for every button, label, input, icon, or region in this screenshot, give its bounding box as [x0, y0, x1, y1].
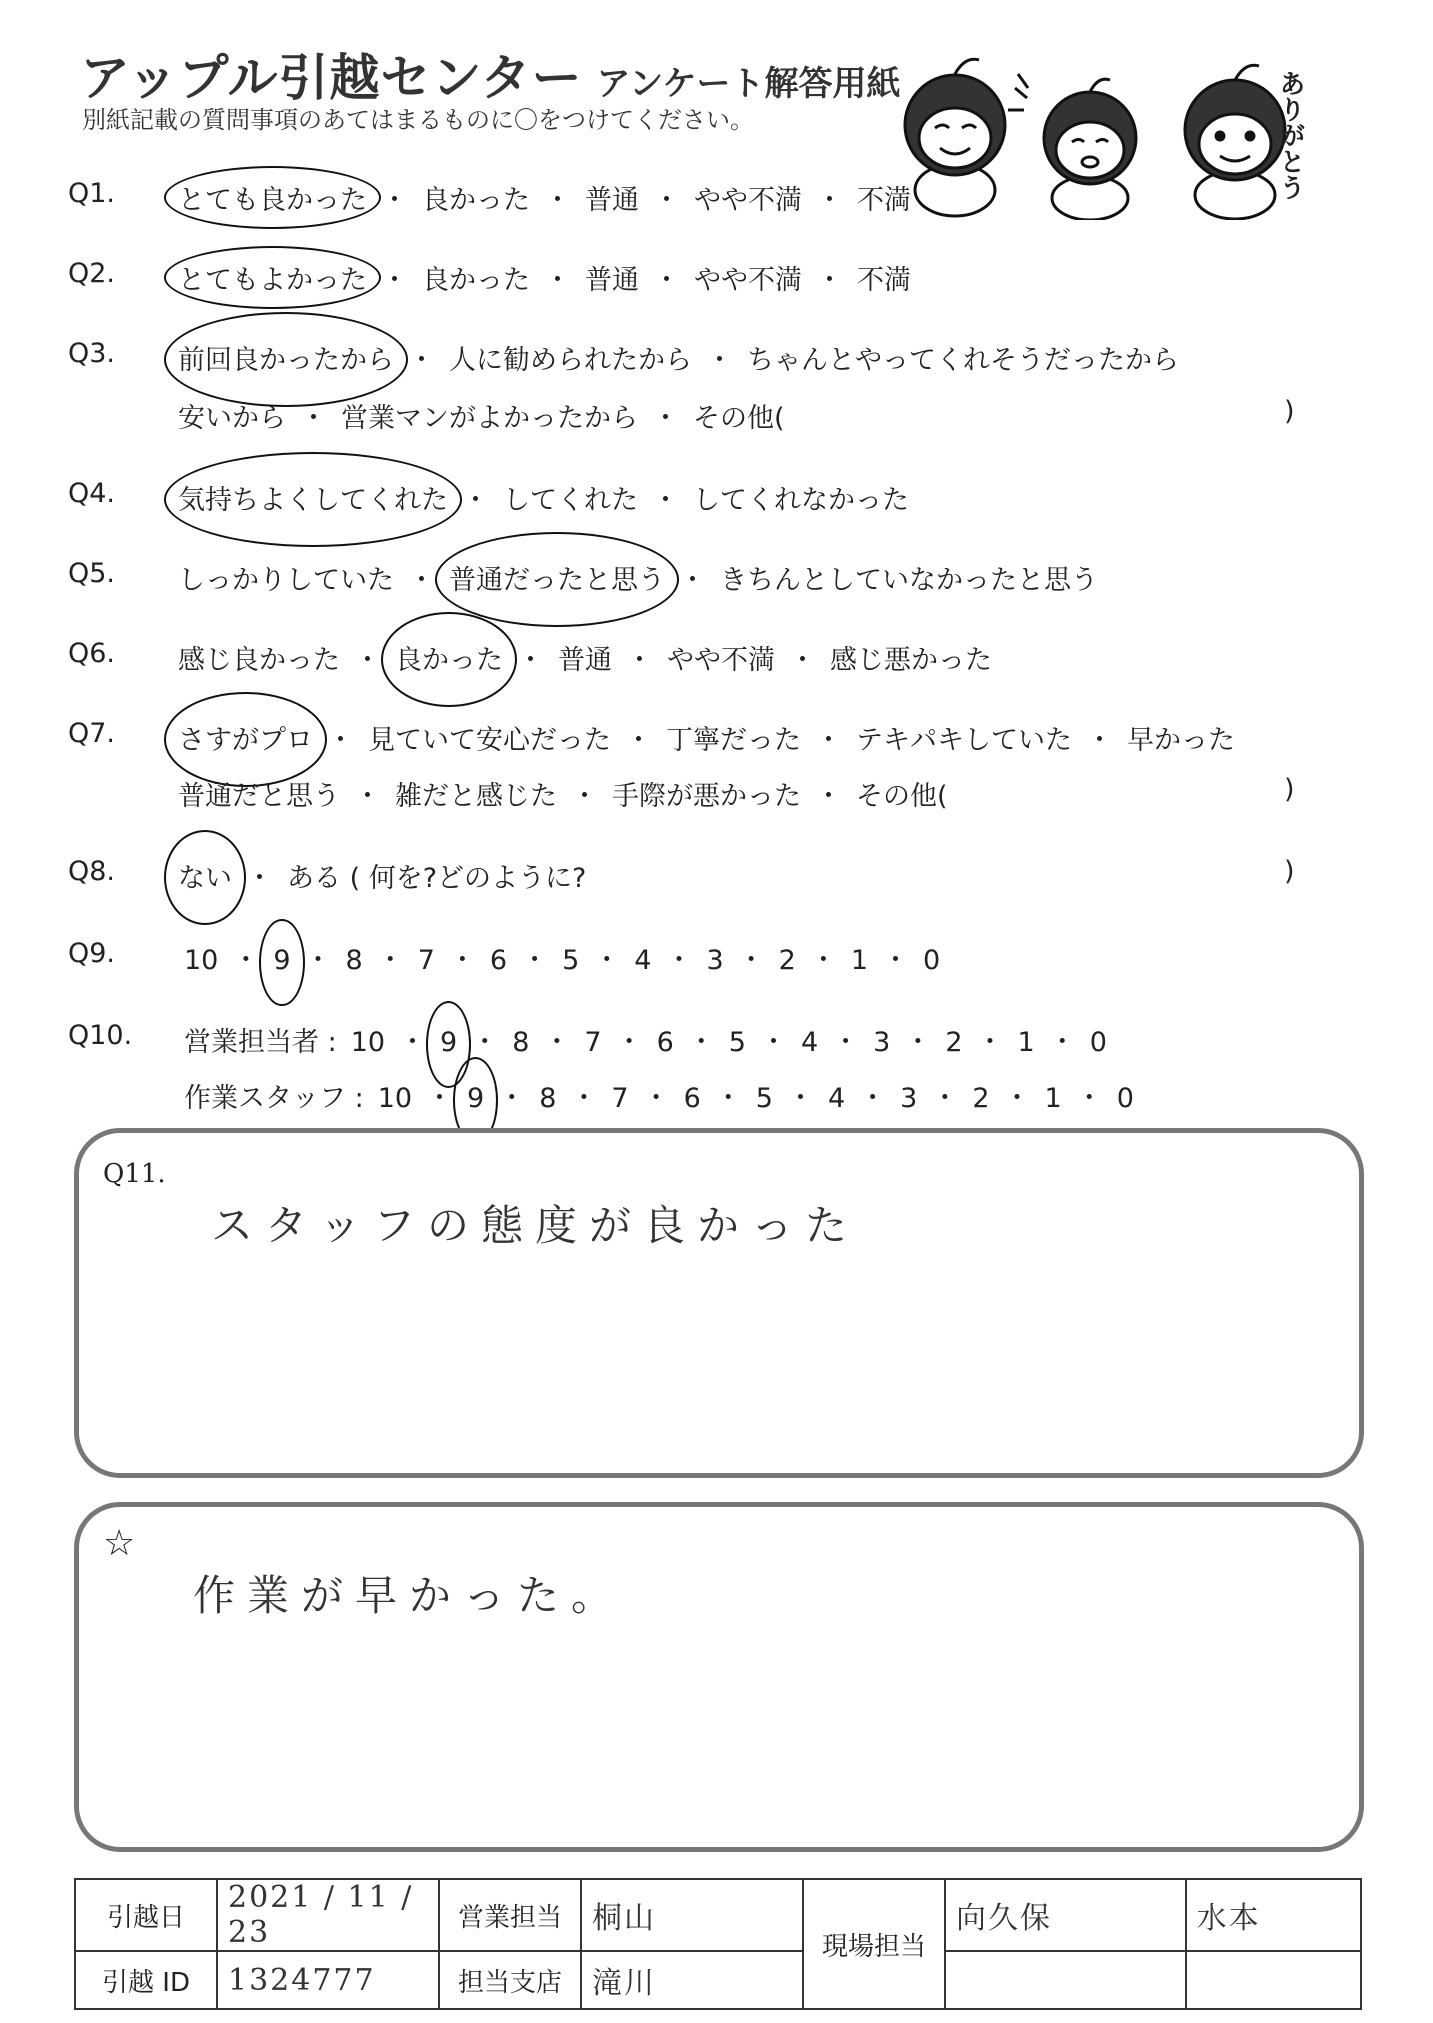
q10-sales-score-3[interactable]: 3: [873, 1027, 891, 1058]
star-comment-box[interactable]: [74, 1502, 1364, 1852]
q10-sales-score-4[interactable]: 4: [800, 1027, 819, 1058]
q2-options: とてもよかった ・ 良かった ・ 普通 ・ やや不満 ・ 不満: [178, 258, 911, 297]
q9-score-10[interactable]: 10: [184, 945, 219, 976]
q10-staff-row: 作業スタッフ : 10 ・ 9 ・ 8 ・ 7 ・ 6 ・ 5 ・ 4 ・ 3 ・ 2 ・ 1 ・ 0: [184, 1083, 1134, 1114]
q9-score-1[interactable]: 1: [850, 945, 869, 976]
q10-sales-score-8[interactable]: 8: [512, 1027, 530, 1058]
q1-option-3[interactable]: 普通: [585, 185, 639, 216]
move-id-label: 引越 ID: [75, 1951, 217, 2009]
q6-option-1[interactable]: 感じ良かった: [178, 645, 340, 676]
q4-options: 気持ちよくしてくれた ・ してくれた ・ してくれなかった: [178, 478, 909, 517]
q7-option-2[interactable]: 見ていて安心だった: [368, 725, 611, 756]
q7-option-4[interactable]: テキパキしていた: [856, 725, 1072, 756]
monkey-mascot-center: [1008, 74, 1136, 220]
thank-you-text: ありがとう: [1275, 70, 1305, 200]
company-name: アップル引越センター: [80, 49, 583, 107]
q7-option-7[interactable]: 雑だと感じた: [395, 781, 557, 812]
q4-option-3[interactable]: してくれなかった: [693, 485, 909, 516]
q4-option-1[interactable]: 気持ちよくしてくれた: [178, 478, 448, 517]
q10-sales-score-10[interactable]: 10: [350, 1027, 386, 1058]
q7-option-6[interactable]: 普通だと思う: [178, 781, 340, 812]
q5-option-1[interactable]: しっかりしていた: [178, 565, 394, 596]
q8-close: ): [1284, 856, 1295, 887]
q2-option-3[interactable]: 普通: [585, 265, 639, 296]
q3-option-5[interactable]: 営業マンがよかったから: [341, 403, 638, 434]
monkey-mascot-left: [905, 59, 1005, 216]
q3-option-other[interactable]: その他(: [693, 403, 785, 434]
q9-score-3[interactable]: 3: [706, 945, 724, 976]
q11-handwritten-answer: スタッフの態度が良かった: [211, 1201, 860, 1250]
site-staff-1-value[interactable]: 向久保: [945, 1879, 1186, 1951]
q10-staff-score-3[interactable]: 3: [900, 1083, 918, 1114]
q10-staff-label: 作業スタッフ :: [184, 1083, 364, 1114]
q1-option-5[interactable]: 不満: [857, 185, 911, 216]
q10-sales-score-6[interactable]: 6: [656, 1027, 674, 1058]
q8-label: Q8.: [68, 856, 116, 887]
q7-option-1[interactable]: さすがプロ: [178, 718, 313, 757]
q10-staff-score-5[interactable]: 5: [755, 1083, 773, 1114]
q10-staff-score-7[interactable]: 7: [611, 1083, 629, 1114]
q6-option-4[interactable]: やや不満: [667, 645, 775, 676]
q9-label: Q9.: [68, 938, 116, 969]
q7-options-row2: 普通だと思う ・ 雑だと感じた ・ 手際が悪かった ・ その他(: [178, 781, 948, 812]
q5-options: しっかりしていた ・ 普通だったと思う ・ きちんとしていなかったと思う: [178, 558, 1098, 597]
q9-score-7[interactable]: 7: [417, 945, 435, 976]
q2-option-1[interactable]: とてもよかった: [178, 258, 367, 297]
move-date-label: 引越日: [75, 1879, 217, 1951]
star-handwritten-answer: 作業が早かった。: [193, 1571, 626, 1620]
site-staff-2-value[interactable]: 水本: [1186, 1879, 1361, 1951]
q3-option-2[interactable]: 人に勧められたから: [449, 345, 692, 376]
q4-label: Q4.: [68, 478, 116, 509]
q10-sales-score-7[interactable]: 7: [584, 1027, 602, 1058]
site-staff-empty-cell-2[interactable]: [1186, 1951, 1361, 2009]
q8-option-1[interactable]: ない: [178, 856, 232, 895]
q6-option-2[interactable]: 良かった: [395, 638, 503, 677]
q9-score-6[interactable]: 6: [489, 945, 508, 976]
q2-option-2[interactable]: 良かった: [422, 265, 530, 296]
site-staff-empty-cell-1[interactable]: [945, 1951, 1186, 2009]
q7-option-other[interactable]: その他(: [856, 781, 948, 812]
branch-value[interactable]: 滝川: [581, 1951, 803, 2009]
q1-options: とても良かった ・ 良かった ・ 普通 ・ やや不満 ・ 不満: [178, 178, 911, 217]
q2-option-5[interactable]: 不満: [857, 265, 911, 296]
q6-options: 感じ良かった ・ 良かった ・ 普通 ・ やや不満 ・ 感じ悪かった: [178, 638, 992, 677]
branch-label: 担当支店: [439, 1951, 581, 2009]
q3-option-4[interactable]: 安いから: [178, 403, 286, 434]
q5-option-3[interactable]: きちんとしていなかったと思う: [720, 565, 1098, 596]
move-id-value[interactable]: 1324777: [217, 1951, 439, 2009]
q6-option-5[interactable]: 感じ悪かった: [830, 645, 992, 676]
q3-other-close: ): [1284, 396, 1295, 427]
q9-score-0[interactable]: 0: [923, 945, 941, 976]
q3-options-row2: 安いから ・ 営業マンがよかったから ・ その他(: [178, 403, 785, 434]
q2-option-4[interactable]: やや不満: [694, 265, 802, 296]
monkey-mascots-illustration: [890, 50, 1330, 220]
q8-options: ない ・ ある ( 何を?どのように?: [178, 856, 586, 895]
q7-other-close: ): [1284, 774, 1295, 805]
q10-staff-score-9[interactable]: 9: [467, 1083, 485, 1114]
q10-staff-score-0[interactable]: 0: [1116, 1083, 1134, 1114]
q7-option-8[interactable]: 手際が悪かった: [612, 781, 801, 812]
q5-label: Q5.: [68, 558, 116, 589]
q10-staff-score-4[interactable]: 4: [827, 1083, 846, 1114]
q10-sales-row: 営業担当者 : 10 ・ 9 ・ 8 ・ 7 ・ 6 ・ 5 ・ 4 ・ 3 ・ 2 ・ 1 ・ 0: [184, 1027, 1107, 1058]
q10-label: Q10.: [68, 1020, 133, 1051]
q7-options-row1: さすがプロ ・ 見ていて安心だった ・ 丁寧だった ・ テキパキしていた ・ 早かった: [178, 718, 1235, 757]
q7-label: Q7.: [68, 718, 116, 749]
q6-option-3[interactable]: 普通: [558, 645, 612, 676]
q3-options-row1: 前回良かったから ・ 人に勧められたから ・ ちゃんとやってくれそうだったから: [178, 338, 1179, 377]
q10-sales-label: 営業担当者 :: [184, 1027, 337, 1058]
sales-rep-label: 営業担当: [439, 1879, 581, 1951]
q10-sales-score-0[interactable]: 0: [1089, 1027, 1107, 1058]
monkey-mascot-right: [1185, 65, 1285, 219]
q1-label: Q1.: [68, 178, 116, 209]
q1-option-1[interactable]: とても良かった: [178, 178, 367, 217]
q10-sales-score-1[interactable]: 1: [1017, 1027, 1035, 1058]
q10-sales-score-2[interactable]: 2: [945, 1027, 963, 1058]
q9-score-2[interactable]: 2: [778, 945, 796, 976]
q3-option-1[interactable]: 前回良かったから: [178, 338, 394, 377]
q8-option-2[interactable]: ある ( 何を?どのように?: [287, 863, 587, 894]
move-date-value[interactable]: 2021 / 11 / 23: [217, 1879, 439, 1951]
q9-score-8[interactable]: 8: [345, 945, 363, 976]
sales-rep-value[interactable]: 桐山: [581, 1879, 803, 1951]
q1-option-4[interactable]: やや不満: [694, 185, 802, 216]
q4-option-2[interactable]: してくれた: [503, 485, 638, 516]
q10-staff-score-8[interactable]: 8: [539, 1083, 557, 1114]
q10-staff-score-10[interactable]: 10: [377, 1083, 413, 1114]
q9-score-5[interactable]: 5: [562, 945, 580, 976]
instruction-text: 別紙記載の質問事項のあてはまるものに〇をつけてください。: [82, 106, 754, 134]
q3-option-3[interactable]: ちゃんとやってくれそうだったから: [747, 345, 1179, 376]
q11-comment-box[interactable]: [74, 1128, 1364, 1478]
q11-label: Q11.: [103, 1159, 166, 1189]
q1-option-2[interactable]: 良かった: [422, 185, 530, 216]
q2-label: Q2.: [68, 258, 116, 289]
q9-scale: 10 ・ 9 ・ 8 ・ 7 ・ 6 ・ 5 ・ 4 ・ 3 ・ 2 ・ 1 ・ 0: [184, 945, 941, 976]
q9-score-4[interactable]: 4: [634, 945, 652, 976]
q10-sales-score-9[interactable]: 9: [440, 1027, 458, 1058]
form-title: アンケート解答用紙: [596, 64, 901, 104]
q10-staff-score-1[interactable]: 1: [1044, 1083, 1062, 1114]
q7-option-5[interactable]: 早かった: [1127, 725, 1235, 756]
q5-option-2[interactable]: 普通だったと思う: [449, 558, 665, 597]
q10-staff-score-2[interactable]: 2: [972, 1083, 990, 1114]
site-staff-label: 現場担当: [803, 1879, 945, 2009]
q7-option-3[interactable]: 丁寧だった: [666, 725, 801, 756]
q10-staff-score-6[interactable]: 6: [683, 1083, 701, 1114]
q6-label: Q6.: [68, 638, 116, 669]
q10-sales-score-5[interactable]: 5: [728, 1027, 746, 1058]
q9-score-9[interactable]: 9: [273, 945, 291, 976]
star-label: ☆: [103, 1523, 136, 1564]
move-info-table: [74, 1878, 1362, 2010]
q3-label: Q3.: [68, 338, 116, 369]
